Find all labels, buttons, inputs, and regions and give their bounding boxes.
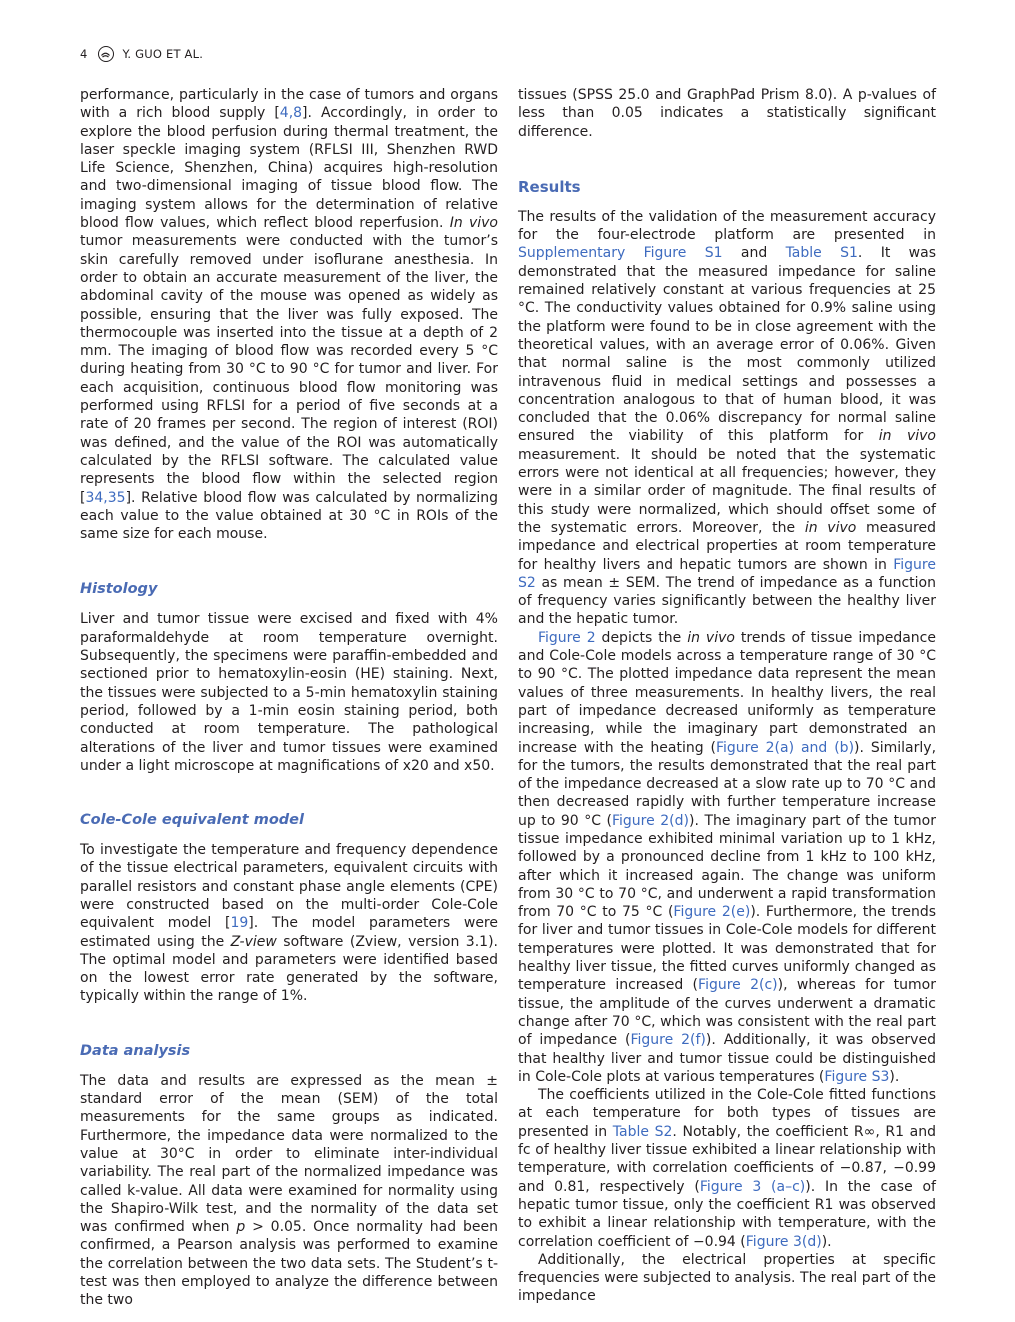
paragraph-cole-cole: To investigate the temperature and frequency dependence of the tissue electrical parameters, equivalent circuits with parallel resistors and constant phase angle elements (CPE) were constructed based on the multi-order Cole-Cole equivalent model [19]. The model parameters were estimated using the Z-view software (Zview, version 3.1). The optimal model and parameters were identified based on the lowest error rate generated by the software, typically within the range of 1%. [80,842,498,1005]
left-column [80,86,498,1310]
section-heading-data-analysis: Data analysis [80,1042,191,1059]
paragraph-results-figure2: Figure 2 depicts the in vivo trends of tissue impedance and Cole-Cole models across a temperature range of 30 °C to 90 °C. The plotted impedance data represent the mean values of three measurements. In healthy livers, the real part of impedance decreased uniformly as temperature increasing, while the imaginary part demonstrated an increase with the heating (Figure 2(a) and (b)). Similarly, for the tumors, the results demonstrated that the real part of the impedance decreased at a slow rate up to 70 °C and then decreased rapidly with further temperature increase up to 90 °C (Figure 2(d)). The imaginary part of the tumor tissue impedance exhibited minimal variation up to 1 kHz, followed by a pronounced decline from 1 kHz to 100 kHz, after which it increased again. The change was uniform from 30 °C to 70 °C, and underwent a rapid transformation from 70 °C to 75 °C (Figure 2(e)). Furthermore, the trends for liver and tumor tissues in Cole-Cole models for different temperatures were plotted. It was demonstrated that for healthy liver tissue, the fitted curves uniformly changed as temperature increased (Figure 2(c)), whereas for tumor tissue, the amplitude of the curves underwent a dramatic change after 70 °C, which was consistent with the real part of impedance (Figure 2(f)). Additionally, it was observed that healthy liver and tumor tissue could be distinguished in Cole-Cole plots at various temperatures (Figure S3). [518,629,937,1085]
paragraph-results-specific-frequencies: Additionally, the electrical properties at specific frequencies were subjected to analysis. The real part of the impedance [518,1251,936,1305]
figure-link[interactable]: Figure 2 [538,629,596,646]
paragraph-histology: Liver and tumor tissue were excised and fixed with 4% paraformaldehyde at room temperature overnight. Subsequently, the specimens were paraffin-embedded and sectioned prior to hematoxylin-eosin (HE) staining. Next, the tissues were subjected to a 5-min hematoxylin staining period, followed by a 1-min eosin staining period, both conducted at room temperature. The pathological alterations of the liver and tumor tissues were examined under a light microscope at magnifications of x20 and x50. [80,611,498,774]
supplementary-figure-link[interactable]: Supplementary Figure S1 [518,245,723,262]
section-heading-cole-cole: Cole-Cole equivalent model [80,812,304,829]
section-heading-results: Results [518,177,581,196]
citation-link[interactable]: 34,35 [85,489,126,506]
figure-link[interactable]: Figure 2(c) [698,977,778,994]
paragraph-data-analysis: The data and results are expressed as the mean ± standard error of the mean (SEM) of the total measurements for the same groups as indicated. Furthermore, the impedance data were normalized to the value at 30°C in order to eliminate inter-individual variability. The real part of the normalized impedance was called k-value. All data were examined for normality using the Shapiro-Wilk test, and the normality of the data set was confirmed when p > 0.05. Once normality had been confirmed, a Pearson analysis was performed to examine the correlation between the two data sets. The Student’s t-test was then employed to analyze the difference between the two [80,1072,498,1309]
right-column [518,86,936,1306]
supplementary-figure-link[interactable]: Figure S2 [518,556,936,591]
supplementary-figure-link[interactable]: Figure S3 [824,1068,890,1085]
page-number: 4 [80,47,88,61]
citation-link[interactable]: 4,8 [279,105,303,122]
supplementary-table-link[interactable]: Table S1 [785,245,858,262]
figure-link[interactable]: Figure 3(d) [745,1233,822,1250]
running-authors: Y. GUO ET AL. [122,47,204,61]
figure-link[interactable]: Figure 2(e) [673,904,751,921]
figure-link[interactable]: Figure 2(f) [630,1032,706,1049]
paragraph-results-coefficients: The coefficients utilized in the Cole-Cole fitted functions at each temperature for both types of tissues are presented in Table S2. Notably, the coefficient R∞, R1 and fc of healthy liver tissue exhibited a linear relationship with temperature, with correlation coefficients of −0.87, −0.99 and 0.81, respectively (Figure 3 (a–c)). In the case of hepatic tumor tissue, only the coefficient R1 was observed to exhibit a linear relationship with temperature, with the correlation coefficient of −0.94 (Figure 3(d)). [518,1087,936,1250]
paragraph-statistics-continued: tissues (SPSS 25.0 and GraphPad Prism 8.0). A p-values of less than 0.05 indicates a statistically significant difference. [518,87,936,140]
supplementary-table-link[interactable]: Table S2 [612,1123,673,1140]
figure-link[interactable]: Figure 2(d) [612,812,689,829]
running-header [80,44,203,64]
figure-link[interactable]: Figure 3 (a–c) [699,1178,806,1195]
section-heading-histology: Histology [80,581,158,598]
figure-link[interactable]: Figure 2(a) and (b) [716,739,855,756]
citation-link[interactable]: 19 [230,915,249,932]
paragraph-results-validation: The results of the validation of the measurement accuracy for the four-electrode platform are presented in Supplementary Figure S1 and Table S1. It was demonstrated that the measured impedance for saline remained relatively constant at various frequencies at 25 °C. The conductivity values obtained for 0.9% saline using the platform were found to be in close agreement with the theoretical values, with an average error of 0.06%. Given that normal saline is the most commonly utilized intravenous fluid in medical settings and possesses a concentration analogous to that of human blood, it was concluded that the 0.06% discrepancy for normal saline ensured the viability of this platform for in vivo measurement. It should be noted that the systematic errors were not identical at all frequencies; however, they were in a similar order of magnitude. The final results of this study were normalized, which should offset some of the systematic errors. Moreover, the in vivo measured impedance and electrical properties at room temperature for healthy livers and hepatic tumors are shown in Figure S2 as mean ± SEM. The trend of impedance as a function of frequency varies significantly between the healthy liver and the hepatic tumor. [518,208,937,628]
paragraph-blood-perfusion: performance, particularly in the case of tumors and organs with a rich blood supply [4,8]. Accordingly, in order to explore the blood perfusion during thermal treatment, the laser speckle imaging system (RFLSI III, Shenzhen RWD Life Science, Shenzhen, China) acquires high-resolution and two-dimensional imaging of tissue blood flow. The imaging system allows for the determination of relative blood flow values, which reflect blood reperfusion. In vivo tumor measurements were conducted with the tumor’s skin carefully removed under isoflurane anesthesia. In order to obtain an accurate measurement of the liver, the abdominal cavity of the mouse was opened as widely as possible, ensuring that the liver was fully exposed. The thermocouple was inserted into the tissue at a depth of 2 mm. The imaging of blood flow was recorded every 5 °C during heating from 30 °C to 90 °C for tumor and liver. For each acquisition, continuous blood flow monitoring was performed using RFLSI for a period of five seconds at a rate of 20 frames per second. The region of interest (ROI) was defined, and the value of the ROI was automatically calculated by the RFLSI software. The calculated value represents the blood flow within the selected region [34,35]. Relative blood flow was calculated by normalizing each value to the value obtained at 30 °C in ROIs of the same size for each mouse. [80,87,498,543]
journal-logo-icon [98,46,114,62]
